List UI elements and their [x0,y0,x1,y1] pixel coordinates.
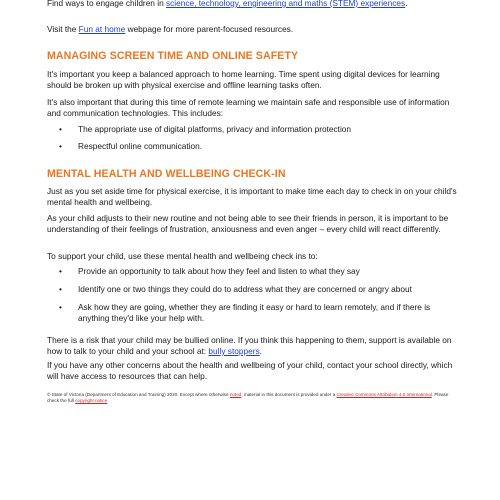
bullying-text: There is a risk that your child may be bullied online. If you think this happening to them, support is available on how to talk to your child and your school at: [47,335,452,356]
visit-suffix: webpage for more parent-focused resources. [125,24,294,34]
wellbeing-list [47,266,457,324]
screen-time-list [47,124,457,152]
bully-stoppers-link[interactable]: bully stoppers [208,346,260,356]
noted-link[interactable]: noted [229,392,242,397]
list-item [47,302,457,324]
list-item [47,266,457,277]
wellbeing-heading: MENTAL HEALTH AND WELLBEING CHECK-IN [47,168,286,180]
screen-time-para-1: It's important you keep a balanced approach to home learning. Time spent using digital devices for learning should be broken up with physical exercise and offline learning tasks often. [47,69,440,90]
fun-at-home-paragraph [47,24,457,35]
list-item [47,141,457,152]
footer-text: , material in this document is provided under a [241,392,337,397]
bullet-icon: • [59,141,62,151]
screen-time-para-2: It's also important that during this time of remote learning we maintain safe and responsible use of information and communication technologies. This includes: [47,97,450,118]
footer-text: © State of Victoria (Department of Education and Training) 2020. Except where otherwise [47,392,230,397]
contact-school-paragraph: If you have any other concerns about the health and wellbeing of your child, contact your school directly, which will have access to resources that can help. [47,360,453,381]
list-item-text: Provide an opportunity to talk about how they feel and listen to what they say [78,266,360,276]
stem-text: Find ways to engage children in [47,0,166,8]
copyright-footer [47,392,457,404]
list-item-text: Identify one or two things they could do to address what they are concerned or angry about [78,284,412,294]
screen-time-heading: MANAGING SCREEN TIME AND ONLINE SAFETY [47,50,299,62]
wellbeing-para-3: To support your child, use these mental health and wellbeing check ins to: [47,251,318,261]
bullying-paragraph [47,335,457,357]
bullet-icon: • [59,266,62,276]
footer-text: . Please check the full [47,392,449,403]
fun-at-home-link[interactable]: Fun at home [78,24,126,34]
list-item [47,124,457,135]
creative-commons-link[interactable]: Creative Commons Attribution 4.0 International [336,392,432,397]
wellbeing-para-2: As your child adjusts to their new routine and not being able to see their friends in person, it is important to be understanding of their feelings of frustration, anxiousness and even anger – every child will react differently. [47,213,449,234]
bullet-icon: • [59,124,62,134]
bullet-icon: • [59,302,62,312]
stem-link[interactable]: science, technology, engineering and maths (STEM) experiences [166,0,406,8]
list-item-text: Ask how they are going, whether they are finding it easy or hard to learn remotely, and if there is anything they'd like your help with. [78,302,431,323]
bullet-icon: • [59,284,62,294]
stem-paragraph [47,0,457,9]
copyright-notice-link[interactable]: copyright notice [75,398,108,403]
stem-suffix: . [405,0,408,8]
visit-text: Visit the [47,24,79,34]
list-item-text: The appropriate use of digital platforms, privacy and information protection [78,124,352,134]
list-item-text: Respectful online communication. [78,141,203,151]
bullying-suffix: . [259,346,262,356]
wellbeing-para-1: Just as you set aside time for physical exercise, it is important to make time each day to check in on your child's mental health and wellbeing. [47,186,457,207]
list-item [47,284,457,295]
